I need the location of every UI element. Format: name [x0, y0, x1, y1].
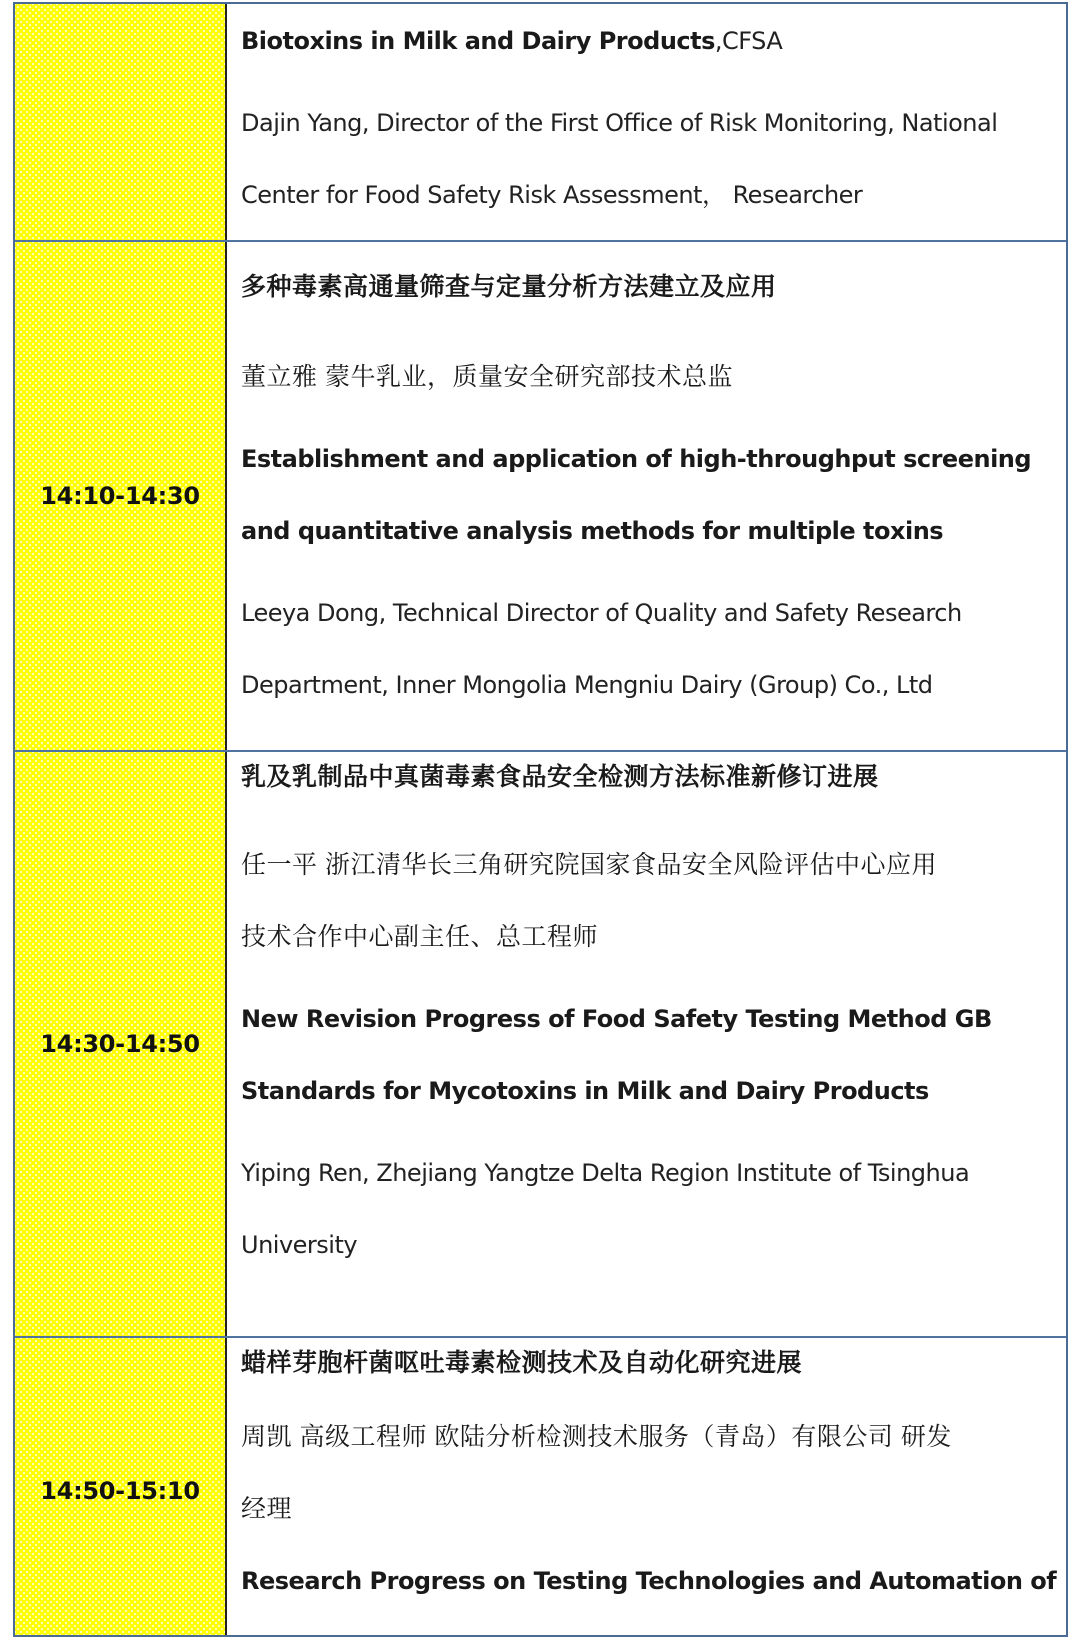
talk-title-en: Establishment and application of high-throughput screening — [241, 445, 1032, 473]
speaker-cn: 周凯 高级工程师 欧陆分析检测技术服务（青岛）有限公司 研发 — [241, 1423, 952, 1451]
schedule-row — [15, 752, 1066, 1338]
speaker-cn: 任一平 浙江清华长三角研究院国家食品安全风险评估中心应用 — [241, 851, 937, 879]
session-content — [227, 242, 1066, 750]
talk-title-en: Research Progress on Testing Technologies and Automation of — [241, 1567, 1057, 1595]
time-cell — [15, 4, 227, 240]
speaker-en: University — [241, 1231, 358, 1259]
speaker-en: Leeya Dong, Technical Director of Quality and Safety Research — [241, 599, 962, 627]
speaker-en: Yiping Ren, Zhejiang Yangtze Delta Region Institute of Tsinghua — [241, 1159, 970, 1187]
talk-title-en: Standards for Mycotoxins in Milk and Dairy Products — [241, 1077, 929, 1105]
speaker-en: Dajin Yang, Director of the First Office of Risk Monitoring, National — [241, 109, 998, 137]
session-content — [227, 752, 1066, 1336]
time-label: 14:30-14:50 — [40, 1030, 200, 1058]
speaker-en: Department, Inner Mongolia Mengniu Dairy (Group) Co., Ltd — [241, 671, 933, 699]
speaker-cn: 经理 — [241, 1495, 293, 1523]
talk-title-cn: 乳及乳制品中真菌毒素食品安全检测方法标准新修订进展 — [241, 763, 879, 791]
schedule-row — [15, 1338, 1066, 1637]
talk-title-en: New Revision Progress of Food Safety Testing Method GB — [241, 1005, 992, 1033]
schedule-row — [15, 4, 1066, 242]
speaker-en: Center for Food Safety Risk Assessment， Researcher — [241, 181, 863, 209]
schedule-table — [13, 2, 1068, 1637]
time-label: 14:50-15:10 — [40, 1476, 200, 1505]
talk-title-en: Biotoxins in Milk and Dairy Products,CFSA — [241, 27, 783, 55]
session-content — [227, 1338, 1066, 1637]
schedule-row — [15, 242, 1066, 752]
talk-title-en: and quantitative analysis methods for multiple toxins — [241, 517, 944, 545]
time-cell — [15, 1338, 227, 1637]
time-cell — [15, 242, 227, 750]
speaker-cn: 董立雅 蒙牛乳业，质量安全研究部技术总监 — [241, 363, 733, 391]
speaker-cn: 技术合作中心副主任、总工程师 — [241, 923, 599, 951]
time-label: 14:10-14:30 — [40, 482, 200, 510]
talk-title-cn: 多种毒素高通量筛查与定量分析方法建立及应用 — [241, 273, 777, 301]
time-cell — [15, 752, 227, 1336]
session-content — [227, 4, 1066, 240]
talk-title-cn: 蜡样芽胞杆菌呕吐毒素检测技术及自动化研究进展 — [241, 1349, 803, 1377]
